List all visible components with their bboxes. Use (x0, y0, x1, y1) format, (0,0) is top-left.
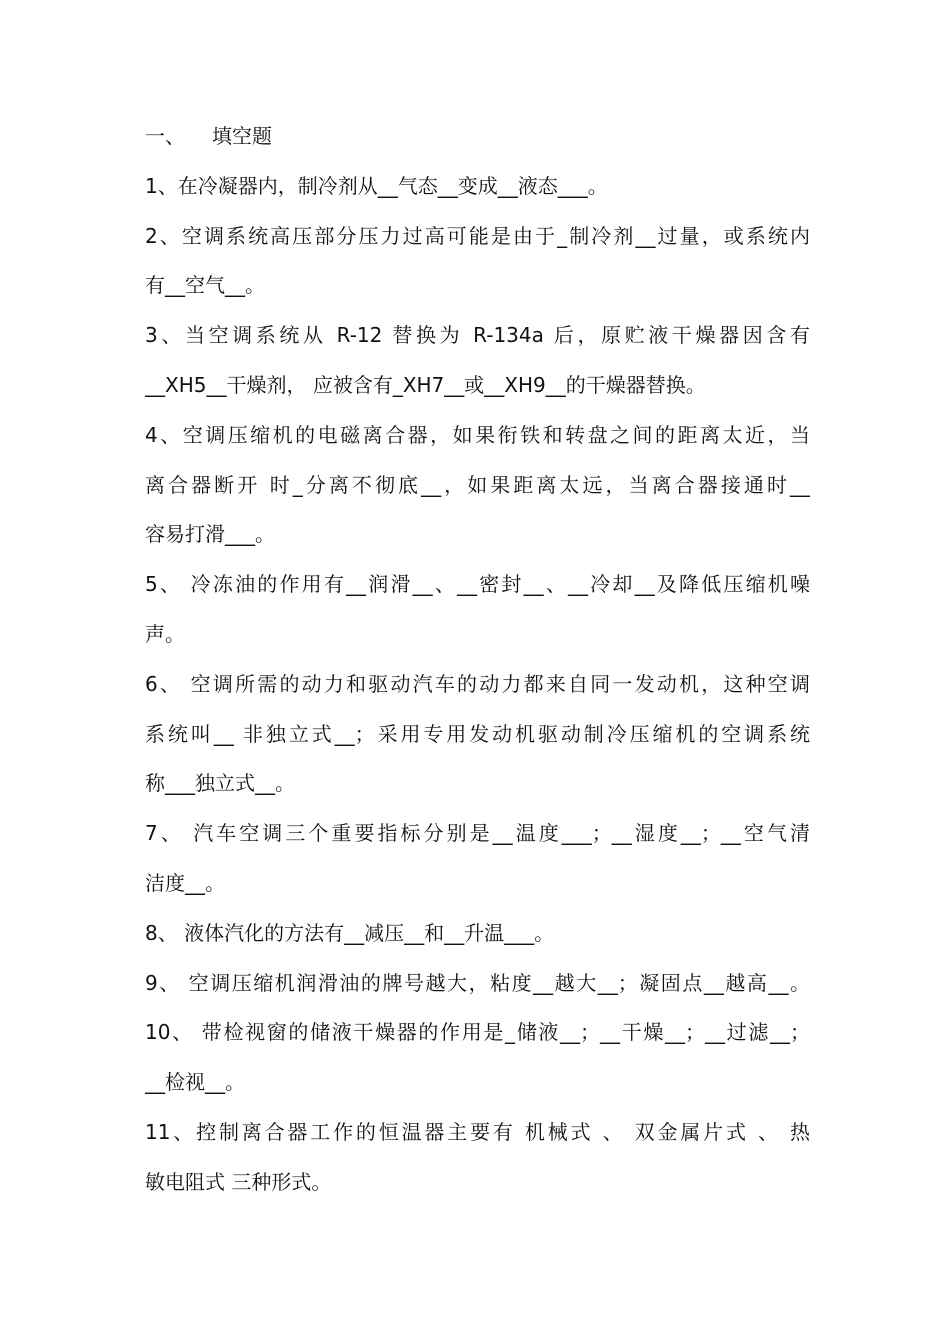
section-heading (145, 118, 810, 168)
text-line-10: 声。 (145, 621, 185, 646)
text-line-7: 离合器断开 时_分离不彻底__，如果距离太远，当离合器接通时__ (145, 472, 810, 497)
section-number: 一、 (145, 124, 185, 148)
document-page (145, 118, 810, 1214)
text-line-19: __检视__。 (145, 1070, 245, 1095)
text-line-21: 敏电阻式 三种形式。 (145, 1169, 332, 1194)
text-line-18: 10、 带检视窗的储液干燥器的作用是_储液__；__干燥__；__过滤__； (145, 1020, 810, 1045)
text-line-17: 9、 空调压缩机润滑油的牌号越大，粘度__越大__；凝固点__越高__。 (145, 970, 810, 995)
text-line-2: 2、空调系统高压部分压力过高可能是由于_制冷剂__过量，或系统内 (145, 223, 810, 248)
text-line-20: 11、控制离合器工作的恒温器主要有 机械式 、 双金属片式 、 热 (145, 1119, 810, 1144)
text-line-4: 3、当空调系统从 R-12 替换为 R-134a 后，原贮液干燥器因含有 (145, 323, 810, 348)
text-line-3: 有__空气__。 (145, 273, 265, 298)
text-line-13: 称___独立式__。 (145, 771, 295, 796)
text-line-11: 6、 空调所需的动力和驱动汽车的动力都来自同一发动机，这种空调 (145, 671, 810, 696)
text-line-12: 系统叫__ 非独立式__；采用专用发动机驱动制冷压缩机的空调系统 (145, 721, 810, 746)
text-line-6: 4、空调压缩机的电磁离合器，如果衔铁和转盘之间的距离太近，当 (145, 422, 810, 447)
text-line-5: __XH5__干燥剂， 应被含有_XH7__或__XH9__的干燥器替换。 (145, 372, 706, 397)
text-line-9: 5、 冷冻油的作用有__润滑__、__密封__、__冷却__及降低压缩机噪 (145, 572, 810, 597)
text-line-15: 洁度__。 (145, 870, 225, 895)
text-line-1: 1、在冷凝器内，制冷剂从__气态__变成__液态___。 (145, 173, 608, 198)
text-line-8: 容易打滑___。 (145, 522, 275, 547)
text-line-14: 7、 汽车空调三个重要指标分别是__温度___；__湿度__；__空气清 (145, 821, 810, 846)
section-title: 填空题 (212, 124, 272, 148)
text-line-16: 8、 液体汽化的方法有__减压__和__升温___。 (145, 920, 555, 945)
